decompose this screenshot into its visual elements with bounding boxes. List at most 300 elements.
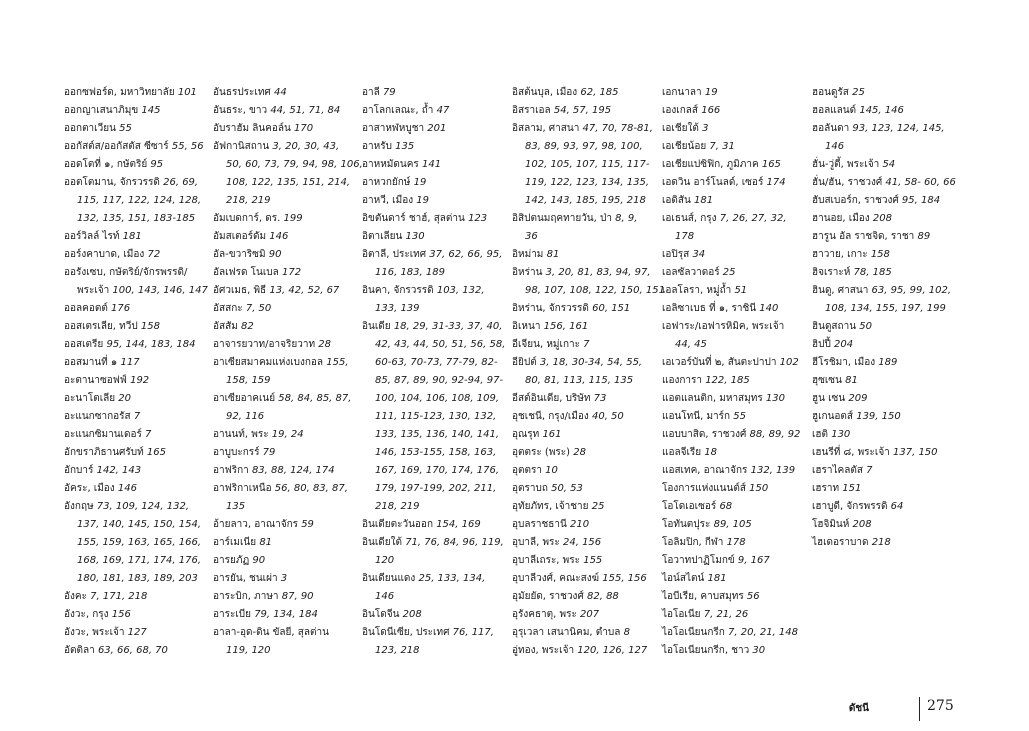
index-continuation-line <box>213 498 363 516</box>
index-page-refs: 166 <box>701 105 721 116</box>
index-term: อะแนกซากอรัส <box>64 411 131 422</box>
index-term: อะนาโตเลีย <box>64 393 116 404</box>
index-continuation-line <box>362 390 505 408</box>
index-entry <box>213 462 363 480</box>
index-page-refs: 165 <box>146 447 166 458</box>
index-continuation-line <box>64 534 208 552</box>
index-continuation-line <box>213 642 363 660</box>
index-entry <box>512 444 665 462</box>
index-page-refs: 199 <box>283 213 303 224</box>
index-entry <box>213 354 363 372</box>
index-continuation-line <box>512 156 665 174</box>
index-page-refs: 44, 51, 71, 84 <box>270 105 341 116</box>
index-term: ออกญาเสนาภิมุข <box>64 105 139 116</box>
index-term: ฮินดู, ศาสนา <box>812 285 869 296</box>
index-entry <box>512 102 665 120</box>
index-page-refs: 218, 219 <box>375 501 420 512</box>
index-page-refs: 80, 81, 113, 115, 135 <box>525 375 634 386</box>
index-page-refs: 79, 134, 184 <box>254 609 318 620</box>
index-term: เอดวิน อาร์โนลด์, เซอร์ <box>662 177 764 188</box>
index-page-refs: 102, 105, 107, 115, 117- <box>525 159 650 170</box>
index-entry <box>512 120 665 138</box>
index-entry <box>213 228 363 246</box>
index-entry <box>362 120 505 138</box>
index-page-refs: 208 <box>872 213 892 224</box>
index-entry <box>812 480 956 498</box>
index-page-refs: 34 <box>692 249 706 260</box>
index-term: อาหวกยักษ์ <box>362 177 411 188</box>
index-page-refs: 73 <box>593 393 607 404</box>
index-term: อีสต์อินเดีย, บริษัท <box>512 393 591 404</box>
index-page-refs: 79 <box>262 447 276 458</box>
index-term: อาลี <box>362 87 380 98</box>
index-page-refs: 18 <box>704 447 718 458</box>
index-term: อาหรับ <box>362 141 392 152</box>
index-continuation-line <box>512 174 665 192</box>
index-page-refs: 20 <box>118 393 132 404</box>
index-term: อิสิปตนมฤคทายวัน, ป่า <box>512 213 612 224</box>
index-term: ออลคอตต์ <box>64 303 108 314</box>
index-term: ฮินดูสถาน <box>812 321 857 332</box>
index-term: อาระบิก, ภาษา <box>213 591 279 602</box>
index-term: แองการา <box>662 375 702 386</box>
index-page-refs: 18, 29, 31-33, 37, 40, <box>393 321 503 332</box>
index-continuation-line <box>362 552 505 570</box>
index-continuation-line <box>362 264 505 282</box>
index-term: อาบูบะกรร์ <box>213 447 260 458</box>
index-entry <box>512 642 665 660</box>
index-page-refs: 181 <box>707 573 727 584</box>
index-entry <box>362 282 505 300</box>
index-term: ไอน์สไตน์ <box>662 573 705 584</box>
index-term: อุตตรา <box>512 465 542 476</box>
index-page-refs: 58, 84, 85, 87, <box>278 393 352 404</box>
index-page-refs: 111, 115-123, 130, 132, <box>375 411 497 422</box>
index-page-refs: 142, 143, 185, 195, 218 <box>525 195 646 206</box>
index-entry <box>512 390 665 408</box>
index-term: อะแนกซิมานเดอร์ <box>64 429 142 440</box>
index-entry <box>213 84 363 102</box>
index-entry <box>662 102 800 120</box>
index-page-refs: 95, 184 <box>901 195 941 206</box>
index-page-refs: 19 <box>413 177 427 188</box>
index-term: เอลิซาเบธ ที่ ๑, ราชินี <box>662 303 757 314</box>
index-term: อับราฮัม ลินคอล์น <box>213 123 291 134</box>
index-entry <box>213 606 363 624</box>
index-page-refs: 25 <box>591 501 605 512</box>
index-term: อานนท์, พระ <box>213 429 269 440</box>
index-page-refs: 204 <box>834 339 854 350</box>
index-page-refs: 132, 139 <box>750 465 796 476</box>
index-page-refs: 127 <box>127 627 147 638</box>
index-entry <box>64 264 208 282</box>
index-page-refs: 181 <box>694 195 714 206</box>
index-page-refs: 44, 45 <box>675 339 707 350</box>
index-term: ไอบีเรีย, คาบสมุทร <box>662 591 744 602</box>
index-entry <box>662 480 800 498</box>
index-continuation-line <box>362 300 505 318</box>
index-term: อินเดีย <box>362 321 391 332</box>
index-page-refs: 76, 117, <box>452 627 494 638</box>
index-term: อินโดนีเซีย, ประเทศ <box>362 627 450 638</box>
index-term: ฮีโรชิมา, เมือง <box>812 357 876 368</box>
index-page-refs: 82 <box>241 321 254 332</box>
index-page-refs: 141 <box>421 159 442 170</box>
index-term: ฮั่น-วู่ตี้, พระเจ้า <box>812 159 880 170</box>
index-page-refs: 179, 197-199, 202, 211, <box>375 483 497 494</box>
index-continuation-line <box>662 228 800 246</box>
index-entry <box>362 192 505 210</box>
index-page-refs: 3, 20, 30, 43, <box>272 141 340 152</box>
index-entry <box>512 84 665 102</box>
index-entry <box>362 606 505 624</box>
index-page-refs: 47, 70, 78-81, <box>582 123 653 134</box>
index-page-refs: 60, 151 <box>592 303 631 314</box>
index-term: อัตติลา <box>64 645 95 656</box>
index-term: อาหวี, เมือง <box>362 195 414 206</box>
index-entry <box>662 516 800 534</box>
index-term: แอตแลนติก, มหาสมุทร <box>662 393 763 404</box>
index-page-refs: 7, 20, 21, 148 <box>728 627 799 638</box>
index-page-refs: 108, 134, 155, 197, 199 <box>825 303 946 314</box>
index-page-refs: 7, 31 <box>709 141 735 152</box>
index-term: อัสสัม <box>213 321 238 332</box>
index-term: อะตานาซอฟฟ์ <box>64 375 127 386</box>
index-entry <box>662 552 800 570</box>
index-continuation-line <box>64 552 208 570</box>
index-page-refs: 140 <box>759 303 779 314</box>
index-term: ออกซฟอร์ด, มหาวิทยาลัย <box>64 87 175 98</box>
index-continuation-line <box>362 336 505 354</box>
index-entry <box>64 480 208 498</box>
index-entry <box>213 264 363 282</box>
index-continuation-line <box>512 228 665 246</box>
index-entry <box>213 282 363 300</box>
index-page-refs: 36 <box>525 231 538 242</box>
index-term: ฮิปปี้ <box>812 339 831 350</box>
index-entry <box>662 264 800 282</box>
index-term: ฮานอย, เมือง <box>812 213 870 224</box>
index-page-refs: 123, 218 <box>375 645 420 656</box>
index-term: ออสมานที่ ๑ <box>64 357 118 368</box>
index-term: แอบบาสิด, ราชวงศ์ <box>662 429 747 440</box>
index-entry <box>512 462 665 480</box>
index-entry <box>64 642 208 660</box>
index-entry <box>812 516 956 534</box>
index-entry <box>812 318 956 336</box>
index-term: อิตาเลียน <box>362 231 403 242</box>
index-entry <box>512 624 665 642</box>
index-entry <box>64 228 208 246</box>
index-entry <box>512 606 665 624</box>
index-page-refs: 54, 57, 195 <box>553 105 612 116</box>
index-page-refs: 102 <box>779 357 799 368</box>
index-entry <box>812 282 956 300</box>
index-page-refs: 7 <box>866 465 873 476</box>
index-page-refs: 19 <box>416 195 430 206</box>
index-entry <box>213 552 363 570</box>
index-entry <box>362 228 505 246</box>
index-entry <box>362 534 505 552</box>
index-term: อังกฤษ <box>64 501 94 512</box>
index-page-refs: 72 <box>147 249 161 260</box>
index-term: อุชเชนี, กรุง/เมือง <box>512 411 589 422</box>
index-entry <box>362 102 505 120</box>
index-entry <box>662 354 800 372</box>
index-page-refs: 56, 80, 83, 87, <box>274 483 348 494</box>
index-entry <box>213 138 363 156</box>
index-entry <box>662 444 800 462</box>
index-term: ไอโอเนีย <box>662 609 701 620</box>
index-entry <box>64 444 208 462</box>
index-continuation-line <box>362 444 505 462</box>
index-page-refs: 178 <box>675 231 695 242</box>
index-page-refs: 37, 62, 66, 95, <box>429 249 503 260</box>
index-page-refs: 81 <box>546 249 560 260</box>
index-column-5 <box>662 84 800 660</box>
index-page-refs: 130 <box>831 429 851 440</box>
index-entry <box>362 156 505 174</box>
index-page-refs: 167, 169, 170, 174, 176, <box>375 465 500 476</box>
index-page-refs: 7 <box>145 429 152 440</box>
index-column-2 <box>213 84 363 660</box>
index-entry <box>662 462 800 480</box>
index-page-refs: 139, 150 <box>856 411 901 422</box>
index-entry <box>512 498 665 516</box>
index-page-refs: 218 <box>871 537 891 548</box>
index-page-refs: 13, 42, 52, 67 <box>269 285 340 296</box>
index-page-refs: 150 <box>749 483 769 494</box>
index-entry <box>64 372 208 390</box>
index-term: อุบาลีวงศ์, คณะสงฆ์ <box>512 573 600 584</box>
index-page-refs: 137, 140, 145, 150, 154, <box>77 519 202 530</box>
index-page-refs: 93, 123, 124, 145, <box>852 123 945 134</box>
index-entry <box>213 624 363 642</box>
index-page-refs: 207 <box>580 609 600 620</box>
index-page-refs: 7 <box>583 339 590 350</box>
index-entry <box>64 174 208 192</box>
index-page-refs: 64 <box>890 501 904 512</box>
index-page-refs: 155 <box>583 555 603 566</box>
index-page-refs: 10 <box>545 465 558 476</box>
index-term: แอลจีเรีย <box>662 447 702 458</box>
index-term: เฮนรีที่ ๘, พระเจ้า <box>812 447 890 458</box>
index-entry <box>812 174 956 192</box>
index-term: อักขราภิธานศรับท์ <box>64 447 144 458</box>
index-term: อาเซียอาคเนย์ <box>213 393 276 404</box>
index-continuation-line <box>213 156 363 174</box>
index-continuation-line <box>362 498 505 516</box>
index-continuation-line <box>362 426 505 444</box>
index-term: ฮั่น/ฮัน, ราชวงศ์ <box>812 177 883 188</box>
index-entry <box>362 516 505 534</box>
index-page-refs: 120 <box>375 555 395 566</box>
index-page-refs: 89 <box>917 231 931 242</box>
index-entry <box>662 84 800 102</box>
index-continuation-line <box>512 192 665 210</box>
index-page-refs: 155, 159, 163, 165, 166, <box>77 537 202 548</box>
index-page-refs: 25, 133, 134, <box>418 573 486 584</box>
index-continuation-line <box>64 282 208 300</box>
index-entry <box>213 390 363 408</box>
index-page-refs: 56 <box>746 591 760 602</box>
index-page-refs: 176 <box>111 303 131 314</box>
index-entry <box>213 534 363 552</box>
index-page-refs: 132, 135, 151, 183-185 <box>77 213 196 224</box>
index-entry <box>812 372 956 390</box>
index-entry <box>362 84 505 102</box>
index-entry <box>812 84 956 102</box>
index-term: ไอโอเนียนกรีก, ชาว <box>662 645 750 656</box>
index-term: อัศวเมธ, พิธี <box>213 285 267 296</box>
index-term: เอเชียน้อย <box>662 141 707 152</box>
index-entry <box>662 642 800 660</box>
index-entry <box>362 246 505 264</box>
index-entry <box>512 354 665 372</box>
index-page-refs: 130 <box>405 231 425 242</box>
index-page-refs: 54 <box>882 159 896 170</box>
index-page-refs: 25 <box>722 267 736 278</box>
index-page-refs: 73, 109, 124, 132, <box>96 501 190 512</box>
index-term: โอโดเอเซอร์ <box>662 501 717 512</box>
index-page-refs: 100, 143, 146, 147 <box>112 285 208 296</box>
index-page-refs: 50, 60, 73, 79, 94, 98, 106, <box>226 159 363 170</box>
index-term: แอสเทค, อาณาจักร <box>662 465 748 476</box>
index-entry <box>512 552 665 570</box>
index-continuation-line <box>512 282 665 300</box>
index-page-refs: 209 <box>848 393 868 404</box>
index-page-refs: 142, 143 <box>96 465 142 476</box>
index-page-refs: 192 <box>130 375 150 386</box>
index-page-refs: 85, 87, 89, 90, 92-94, 97- <box>375 375 504 386</box>
index-entry <box>64 336 208 354</box>
index-term: เองเกลส์ <box>662 105 699 116</box>
index-column-3 <box>362 84 505 660</box>
index-entry <box>812 336 956 354</box>
index-page-refs: 181 <box>122 231 142 242</box>
index-term: อักบาร์ <box>64 465 94 476</box>
index-continuation-line <box>662 336 800 354</box>
index-term: โองการแห่งแนนต์ส์ <box>662 483 746 494</box>
index-entry <box>812 534 956 552</box>
index-entry <box>812 462 956 480</box>
index-page-refs: 154, 169 <box>436 519 481 530</box>
index-continuation-line <box>512 138 665 156</box>
index-term: อิสลาม, ศาสนา <box>512 123 580 134</box>
index-page-refs: 170 <box>294 123 314 134</box>
index-page-refs: 7, 21, 26 <box>703 609 749 620</box>
index-entry <box>662 408 800 426</box>
index-column-6 <box>812 84 956 552</box>
index-entry <box>812 246 956 264</box>
index-entry <box>662 588 800 606</box>
index-entry <box>662 174 800 192</box>
index-page-refs: 7 <box>133 411 141 422</box>
index-continuation-line <box>362 354 505 372</box>
index-term: อังวะ, กรุง <box>64 609 109 620</box>
index-entry <box>812 120 956 138</box>
index-page-refs: 87, 90 <box>281 591 314 602</box>
index-term: อุณรุท <box>512 429 540 440</box>
index-entry <box>812 264 956 282</box>
index-entry <box>662 372 800 390</box>
index-entry <box>64 390 208 408</box>
index-term: แอนโทนี, มาร์ก <box>662 411 731 422</box>
index-page-refs: 63, 66, 68, 70 <box>97 645 168 656</box>
index-continuation-line <box>512 372 665 390</box>
index-entry <box>512 516 665 534</box>
index-entry <box>662 282 800 300</box>
index-term: เอกนาลา <box>662 87 702 98</box>
index-page-refs: 89, 105 <box>713 519 752 530</box>
index-page-refs: 24, 156 <box>562 537 602 548</box>
index-page-refs: 103, 132, <box>436 285 485 296</box>
index-page-refs: 178 <box>726 537 746 548</box>
index-entry <box>64 426 208 444</box>
index-term: อาร์เมเนีย <box>213 537 257 548</box>
index-term: อาหหมัดนคร <box>362 159 419 170</box>
index-term: ฮับสเบอร์ก, ราชวงศ์ <box>812 195 899 206</box>
index-page-refs: 50, 53 <box>551 483 583 494</box>
index-term: ฮารูน อัล ราชจิด, ราชา <box>812 231 915 242</box>
index-term: อิหร่าน <box>512 267 543 278</box>
index-page-refs: 3, 20, 81, 83, 94, 97, <box>545 267 651 278</box>
index-entry <box>213 102 363 120</box>
index-page-refs: 50 <box>859 321 872 332</box>
index-page-refs: 161 <box>542 429 562 440</box>
index-term: ฮูเกนอตส์ <box>812 411 854 422</box>
index-term: อัลเฟรด โนเบล <box>213 267 279 278</box>
index-page-refs: 63, 95, 99, 102, <box>871 285 952 296</box>
index-term: อิสราเอล <box>512 105 551 116</box>
index-entry <box>662 210 800 228</box>
index-entry <box>812 156 956 174</box>
index-term: ออร์วิลล์ ไรท์ <box>64 231 120 242</box>
index-term: อีเจียน, หมู่เกาะ <box>512 339 580 350</box>
index-page-refs: 98, 107, 108, 122, 150, 151 <box>525 285 665 296</box>
index-term: อุตราบถ <box>512 483 548 494</box>
index-page-refs: 146 <box>375 591 395 602</box>
index-term: อิสต้นบุล, เมือง <box>512 87 578 98</box>
index-page-refs: 100, 104, 106, 108, 109, <box>375 393 500 404</box>
index-entry <box>213 300 363 318</box>
index-term: ฮิจเราะห์ <box>812 267 851 278</box>
index-page-refs: 180, 181, 183, 189, 203 <box>77 573 198 584</box>
index-entry <box>64 498 208 516</box>
index-term: เอเชียแปซิฟิก, ภูมิภาค <box>662 159 759 170</box>
index-entry <box>812 498 956 516</box>
index-page-refs: 158 <box>870 249 890 260</box>
index-continuation-line <box>362 642 505 660</box>
index-term: พระเจ้า <box>77 285 110 296</box>
index-page-refs: 146, 153-155, 158, 163, <box>375 447 497 458</box>
index-term: อาโลกเลณะ, ถ้ำ <box>362 105 434 116</box>
index-page-refs: 95 <box>150 159 164 170</box>
index-term: อินเดียใต้ <box>362 537 402 548</box>
index-page-refs: 7, 50 <box>245 303 272 314</box>
index-continuation-line <box>64 570 208 588</box>
index-page-refs: 119, 122, 123, 134, 135, <box>525 177 650 188</box>
index-entry <box>662 192 800 210</box>
index-entry <box>812 354 956 372</box>
index-continuation-line <box>64 192 208 210</box>
index-page-refs: 90 <box>268 249 282 260</box>
index-page-refs: 81 <box>845 375 858 386</box>
index-term: โฮจิมินห์ <box>812 519 850 530</box>
index-page-refs: 62, 185 <box>580 87 619 98</box>
index-term: โอทันตปุระ <box>662 519 711 530</box>
index-page-refs: 40, 50 <box>591 411 624 422</box>
